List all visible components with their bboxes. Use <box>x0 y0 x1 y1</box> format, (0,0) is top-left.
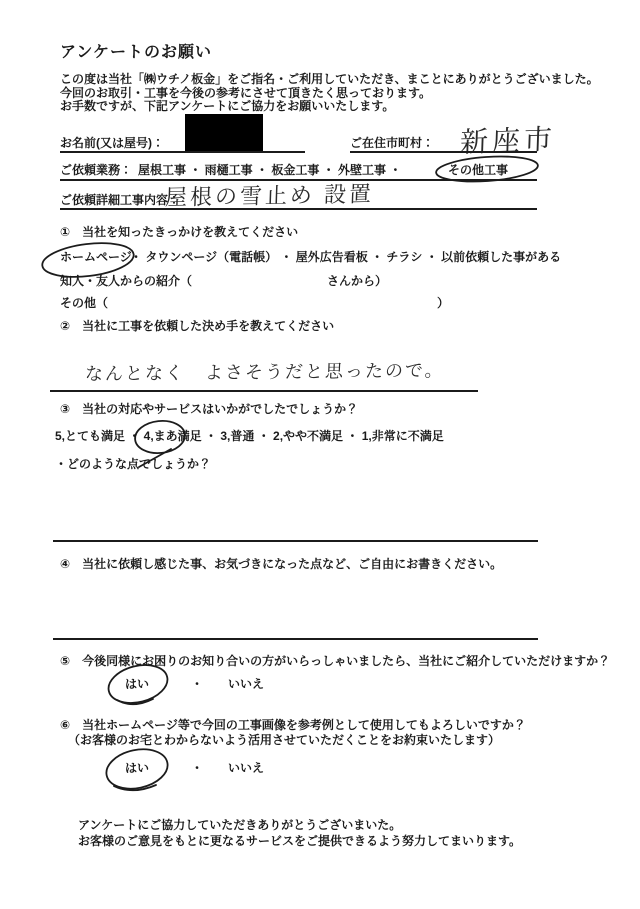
detail-field-underline <box>60 208 537 210</box>
service-option-other-selected: その他工事 <box>448 163 509 177</box>
city-field-handwritten-value: 新座市 <box>459 123 557 159</box>
q3-answer-underline <box>53 540 538 542</box>
q1-referral-option: 知人・友人からの紹介（ <box>60 274 193 288</box>
name-field-underline <box>60 151 305 153</box>
q1-other-option: その他（ <box>60 296 109 310</box>
detail-field-label: ご依頼詳細工事内容： <box>60 193 181 207</box>
redacted-name-box <box>185 114 263 151</box>
closing-line-1: アンケートにご協力していただきありがとうございまいた。 <box>78 818 402 832</box>
question-6-subheading: （お客様のお宅とわからないよう活用させていただくことをお約束いたします） <box>68 733 501 747</box>
q1-option-homepage: ホームページ <box>60 250 132 264</box>
intro-line-3: お手数ですが、下記アンケートにご協力をお願いいたします。 <box>60 99 395 113</box>
question-1-heading: ① 当社を知ったきっかけを教えてください <box>60 225 299 239</box>
question-2-heading: ② 当社に工事を依頼した決め手を教えてください <box>60 319 335 333</box>
intro-line-2: 今回のお取引・工事を今後の参考にさせて頂きたく思っております。 <box>60 85 432 100</box>
closing-line-2: お客様のご意見をもとに更なるサービスをご提供できるよう努力してまいります。 <box>78 834 522 848</box>
q2-answer-underline <box>50 390 478 392</box>
q1-options-rest: ・ タウンページ（電話帳） ・ 屋外広告看板 ・ チラシ ・ 以前依頼した事がある <box>130 250 562 264</box>
q5-yes-option: はい <box>125 677 150 691</box>
q3-rating-scale: 5,とても満足 ・ 4,まあ満足 ・ 3,普通 ・ 2,やや不満足 ・ 1,非常に不満足 <box>55 429 444 443</box>
q6-yes-option: はい <box>125 761 150 775</box>
question-4-heading: ④ 当社に依頼し感じた事、お気づきになった点など、ご自由にお書きください。 <box>60 557 503 571</box>
q6-option-separator: ・ <box>191 761 204 775</box>
circle-q6-yes-tail-icon <box>114 785 156 790</box>
city-field-label: ご在住市町村： <box>350 136 435 150</box>
q4-answer-underline <box>53 638 538 640</box>
city-field-underline <box>350 151 537 153</box>
name-field-label: お名前(又は屋号)： <box>60 136 164 150</box>
q1-referral-suffix: さんから） <box>327 274 388 288</box>
detail-field-handwritten-value: 屋根の雪止め 設置 <box>164 181 375 211</box>
question-6-heading: ⑥ 当社ホームページ等で今回の工事画像を参考例として使用してもよろしいですか？ <box>60 718 526 732</box>
page-title: アンケートのお願い <box>60 44 213 61</box>
service-field-label: ご依頼業務： <box>60 163 133 177</box>
intro-line-1: この度は当社「㈱ウチノ板金」をご指名・ご利用していただき、まことにありがとうございました。 <box>60 72 599 86</box>
circle-q5-yes-tail-icon <box>117 699 153 704</box>
q6-no-option: いいえ <box>228 761 265 775</box>
question-5-heading: ⑤ 今後同様にお困りのお知り合いの方がいらっしゃいましたら、当社にご紹介していただけますか？ <box>60 654 611 668</box>
q2-handwritten-answer: なんとなく よさそうだと思ったので。 <box>84 360 445 385</box>
q5-no-option: いいえ <box>228 677 265 691</box>
q3-followup: ・どのような点でしょうか？ <box>55 457 212 471</box>
service-options: 屋根工事 ・ 雨樋工事 ・ 板金工事 ・ 外壁工事 ・ <box>138 163 402 177</box>
question-3-heading: ③ 当社の対応やサービスはいかがでしたでしょうか？ <box>60 402 359 416</box>
q5-option-separator: ・ <box>191 677 204 691</box>
q1-other-suffix: ） <box>437 296 450 310</box>
